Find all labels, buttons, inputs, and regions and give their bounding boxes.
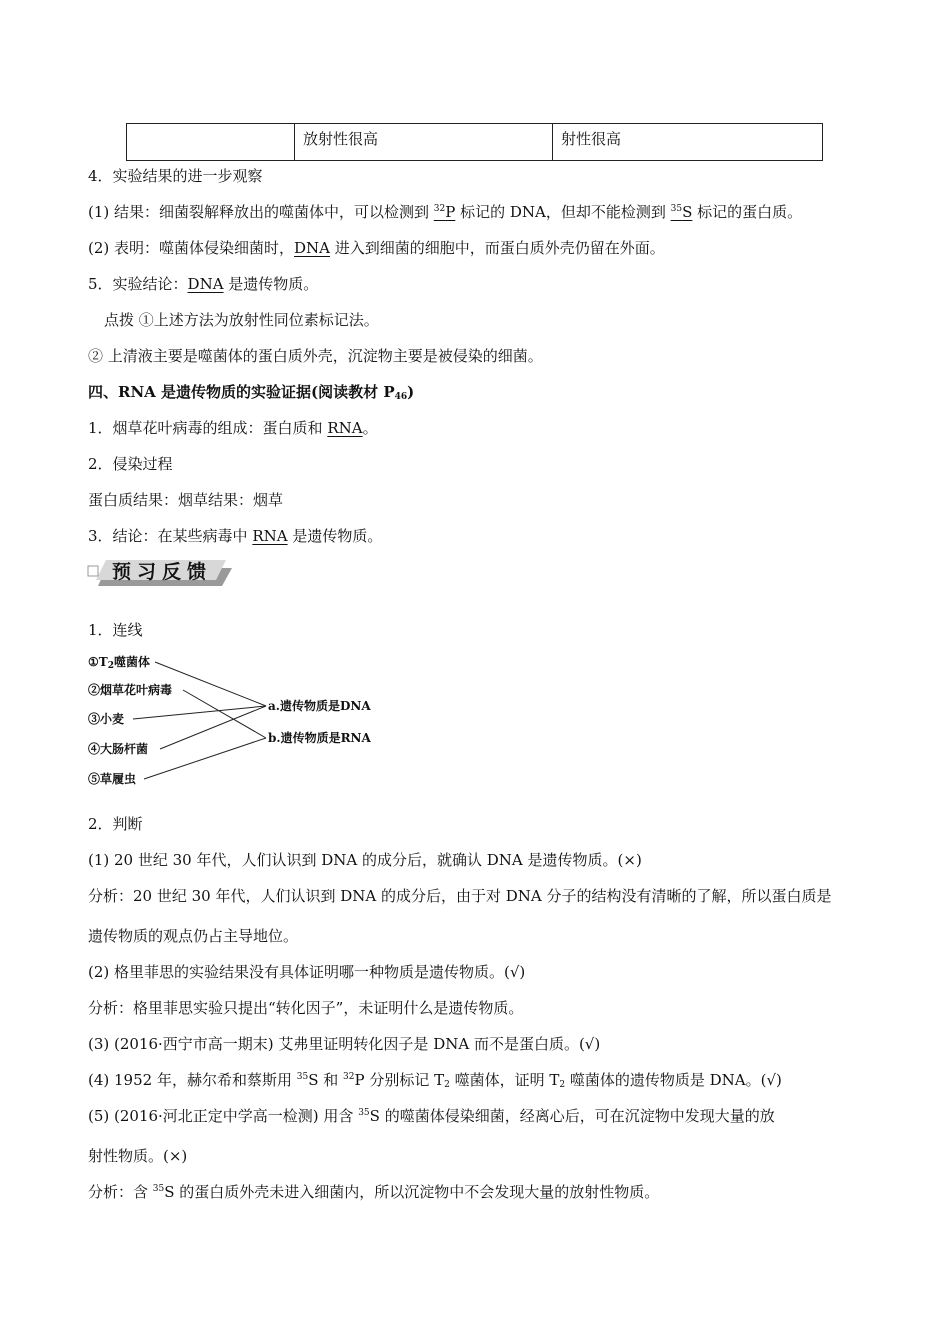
judge-analysis-1: 分析：20 世纪 30 年代，人们认识到 DNA 的成分后，由于对 DNA 分子的结构没有清晰的了解，所以蛋白质是 bbox=[88, 887, 832, 905]
q1-heading: 1．连线 bbox=[88, 621, 143, 639]
results-table-row bbox=[126, 123, 823, 161]
judge-analysis-2: 分析：格里菲思实验只提出“转化因子”，未证明什么是遗传物质。 bbox=[88, 999, 524, 1017]
judge-item-2: (2) 格里菲思的实验结果没有具体证明哪一种物质是遗传物质。(√) bbox=[88, 963, 526, 981]
tip-line-1: 点拨 ①上述方法为放射性同位素标记法。 bbox=[104, 311, 379, 329]
section-4-conclusion: 3．结论：在某些病毒中 RNA 是遗传物质。 bbox=[88, 527, 383, 545]
result-line: (1) 结果：细菌裂解释放出的噬菌体中，可以检测到 $^{32}$P 标记的 DNA，但却不能检测到 $^{35}$S 标记的蛋白质。 bbox=[88, 203, 803, 221]
judge-item-1: (1) 20 世纪 30 年代，人们认识到 DNA 的成分后，就确认 DNA 是遗传物质。(×) bbox=[88, 851, 642, 869]
match-left-1: $①T_2$噬菌体 bbox=[88, 655, 150, 671]
tmv-composition: 1．烟草花叶病毒的组成：蛋白质和 RNA。 bbox=[88, 419, 378, 437]
judge-item-5-cont: 射性物质。(×) bbox=[88, 1147, 188, 1165]
conclusion-5: 5．实验结论：DNA 是遗传物质。 bbox=[88, 275, 319, 293]
matching-lines bbox=[88, 650, 388, 790]
judge-analysis-5: 分析：含 $^{35}$S 的蛋白质外壳未进入细菌内，所以沉淀物中不会发现大量的放射性物质。 bbox=[88, 1183, 660, 1201]
match-left-4: ④大肠杆菌 bbox=[88, 742, 149, 756]
table-cell-1: 放射性很高 bbox=[295, 124, 553, 160]
section-4-title: 四、RNA 是遗传物质的实验证据(阅读教材 $P_{46}$) bbox=[88, 383, 415, 402]
preview-banner-title: 预习反馈 bbox=[112, 561, 213, 583]
matching-diagram bbox=[88, 650, 388, 790]
judge-item-5: (5) (2016·河北正定中学高一检测) 用含 $^{35}$S 的噬菌体侵染细菌，经离心后，可在沉淀物中发现大量的放 bbox=[88, 1107, 775, 1125]
table-cell-empty bbox=[127, 124, 295, 160]
indicates-line: (2) 表明：噬菌体侵染细菌时，DNA 进入到细菌的细胞中，而蛋白质外壳仍留在外面。 bbox=[88, 239, 665, 257]
judge-item-3: (3) (2016·西宁市高一期末) 艾弗里证明转化因子是 DNA 而不是蛋白质。(√) bbox=[88, 1035, 601, 1053]
judge-item-4: (4) 1952 年，赫尔希和蔡斯用 $^{35}$S 和 $^{32}$P 分别标记 $T_2$ 噬菌体，证明 $T_2$ 噬菌体的遗传物质是 DNA。(√) bbox=[88, 1071, 782, 1090]
match-left-5: ⑤草履虫 bbox=[88, 772, 137, 786]
heading-4: 4．实验结果的进一步观察 bbox=[88, 167, 263, 185]
match-left-2: ②烟草花叶病毒 bbox=[88, 683, 173, 697]
match-left-3: ③小麦 bbox=[88, 712, 125, 726]
judge-analysis-1-cont: 遗传物质的观点仍占主导地位。 bbox=[88, 927, 299, 945]
q2-heading: 2．判断 bbox=[88, 815, 143, 833]
match-right-a: a.遗传物质是DNA bbox=[268, 699, 371, 713]
table-cell-2: 射性很高 bbox=[561, 130, 622, 148]
tip-line-2: ② 上清液主要是噬菌体的蛋白质外壳，沉淀物主要是被侵染的细菌。 bbox=[88, 347, 543, 365]
infection-process: 2．侵染过程 bbox=[88, 455, 173, 473]
match-right-b: b.遗传物质是RNA bbox=[268, 731, 371, 745]
process-results: 蛋白质结果：烟草结果：烟草 bbox=[88, 491, 284, 509]
